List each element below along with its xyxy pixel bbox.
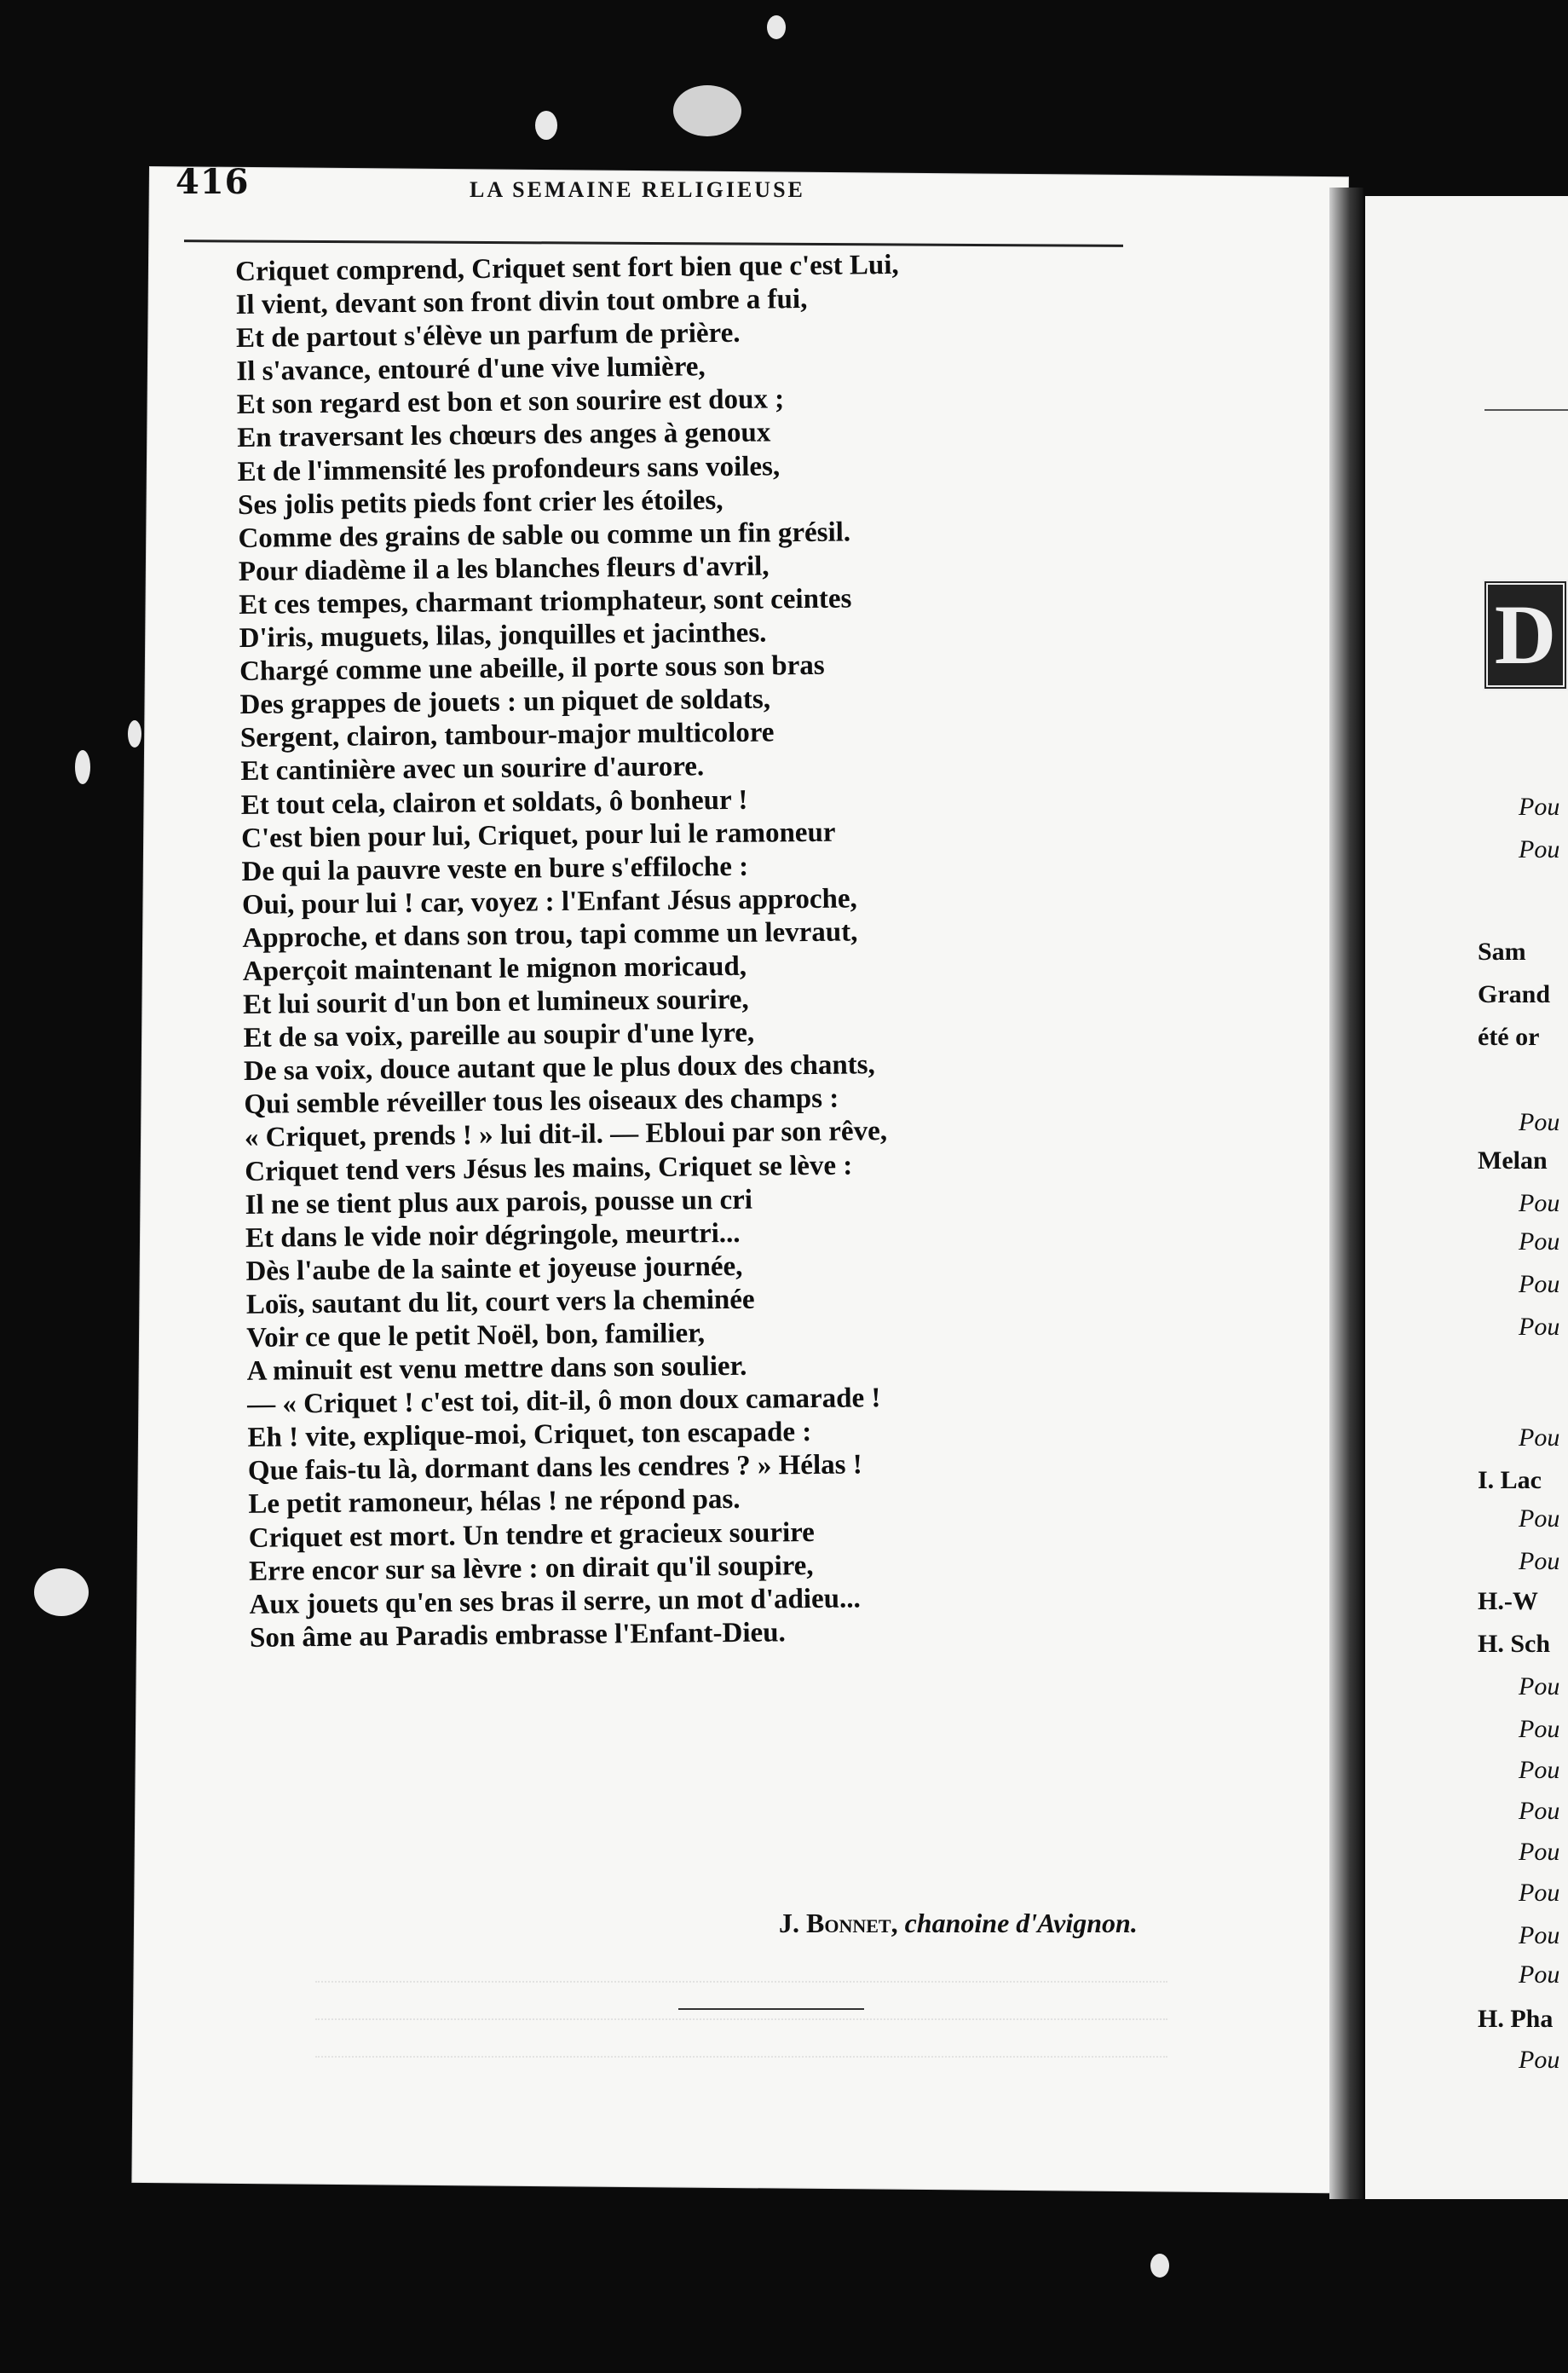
page-number: 416	[176, 162, 250, 202]
right-page-fragment: H. Sch	[1478, 1630, 1551, 1658]
right-page-fragment: Pou	[1519, 1879, 1560, 1907]
poem-line: Il ne se tient plus aux parois, pousse un cri	[245, 1184, 753, 1221]
right-page-fragment: Pou	[1519, 1921, 1560, 1949]
poem-line: Voir ce que le petit Noël, bon, familier,	[246, 1318, 706, 1354]
right-page-fragment: Pou	[1519, 1423, 1560, 1452]
right-page-fragment: Melan	[1478, 1146, 1548, 1175]
poem-line: Il vient, devant son front divin tout ombre a fui,	[235, 284, 808, 321]
poem-line: Criquet comprend, Criquet sent fort bien que c'est Lui,	[235, 249, 899, 287]
right-page-fragment: Pou	[1519, 1108, 1560, 1136]
signature	[779, 1908, 1138, 1939]
dropcap: D	[1483, 580, 1568, 690]
right-page-fragment: H.-W	[1478, 1587, 1538, 1615]
poem-line: Sergent, clairon, tambour-major multicolore	[239, 717, 775, 754]
dust-speck	[673, 85, 741, 136]
signature-author: J. Bonnet,	[779, 1908, 898, 1938]
right-page-fragment: Pou	[1519, 835, 1560, 863]
poem-line: Approche, et dans son trou, tapi comme un levraut,	[242, 916, 858, 954]
poem-line: Qui semble réveiller tous les oiseaux des champs :	[244, 1083, 839, 1121]
poem-line: En traversant les chœurs des anges à genoux	[237, 417, 771, 454]
poem-line: Chargé comme une abeille, il porte sous son bras	[239, 650, 825, 688]
poem-line: A minuit est venu mettre dans son soulier.	[246, 1350, 747, 1388]
poem-line: Que fais-tu là, dormant dans les cendres ? » Hélas !	[247, 1449, 862, 1487]
running-title: LA SEMAINE RELIGIEUSE	[470, 177, 805, 202]
signature-title: chanoine d'Avignon.	[904, 1908, 1138, 1938]
poem-line: Et de partout s'élève un parfum de prière.	[235, 317, 741, 355]
poem-line: D'iris, muguets, lilas, jonquilles et jacinthes.	[239, 617, 767, 655]
right-page-fragment: Pou	[1519, 1270, 1560, 1298]
dust-speck	[128, 720, 141, 748]
right-page-text	[1478, 0, 1568, 2373]
poem-line: C'est bien pour lui, Criquet, pour lui le ramoneur	[240, 817, 836, 854]
poem-line: Erre encor sur sa lèvre : on dirait qu'il soupire,	[248, 1550, 814, 1587]
dust-speck	[1150, 2254, 1169, 2278]
poem-line: Criquet tend vers Jésus les mains, Criquet se lève :	[245, 1150, 853, 1187]
right-page-fragment: Pou	[1519, 1504, 1560, 1533]
poem-line: Aux jouets qu'en ses bras il serre, un mot d'adieu...	[249, 1583, 861, 1620]
right-page-fragment: Pou	[1519, 1960, 1560, 1989]
right-page-fragment: Pou	[1519, 1838, 1560, 1866]
poem-line: Ses jolis petits pieds font crier les étoiles,	[237, 484, 723, 521]
poem-line: Comme des grains de sable ou comme un fin grésil.	[238, 517, 851, 554]
right-page-fragment: Pou	[1519, 2046, 1560, 2074]
poem-line: Son âme au Paradis embrasse l'Enfant-Dieu.	[249, 1617, 786, 1654]
right-page-fragment: Pou	[1519, 1756, 1560, 1784]
poem-line: De sa voix, douce autant que le plus doux des chants,	[243, 1049, 875, 1088]
poem-line: Eh ! vite, explique-moi, Criquet, ton escapade :	[247, 1417, 812, 1454]
right-page-fragment: Pou	[1519, 1189, 1560, 1217]
poem-line: Et de sa voix, pareille au soupir d'une lyre,	[243, 1017, 755, 1054]
dust-speck	[767, 15, 786, 39]
poem-line: « Criquet, prends ! » lui dit-il. — Ebloui par son rêve,	[244, 1116, 888, 1154]
page-header	[176, 162, 1126, 213]
poem-line: Et de l'immensité les profondeurs sans voiles,	[237, 450, 781, 488]
right-page-fragment: Pou	[1519, 1547, 1560, 1575]
right-page-fragment: Pou	[1519, 1313, 1560, 1341]
poem-line: Et dans le vide noir dégringole, meurtri...	[245, 1217, 741, 1254]
poem-line: Aperçoit maintenant le mignon moricaud,	[242, 950, 747, 987]
poem-line: Criquet est mort. Un tendre et gracieux sourire	[248, 1516, 816, 1554]
right-page-fragment: été or	[1478, 1023, 1540, 1051]
poem-line: Des grappes de jouets : un piquet de soldats,	[239, 684, 771, 721]
poem-line: Et tout cela, clairon et soldats, ô bonheur !	[240, 784, 748, 821]
right-page-fragment: Pou	[1519, 1797, 1560, 1825]
right-page-fragment: Pou	[1519, 793, 1560, 821]
poem-line: Le petit ramoneur, hélas ! ne répond pas.	[248, 1484, 741, 1521]
poem-body	[235, 245, 1187, 1654]
bleed-through	[315, 1952, 1167, 2097]
poem-line: Et cantinière avec un sourire d'aurore.	[240, 751, 705, 788]
right-page-fragment: Pou	[1519, 1715, 1560, 1743]
right-page-fragment: Grand	[1478, 980, 1551, 1008]
poem-line: Il s'avance, entouré d'une vive lumière,	[236, 351, 706, 388]
poem-line: De qui la pauvre veste en bure s'effiloche :	[241, 851, 749, 887]
right-page-fragment: Pou	[1519, 1227, 1560, 1256]
dust-speck	[34, 1568, 89, 1616]
poem-line: Dès l'aube de la sainte et joyeuse journée,	[245, 1250, 743, 1287]
poem-line: Et lui sourit d'un bon et lumineux sourire,	[243, 984, 749, 1021]
poem-line: Pour diadème il a les blanches fleurs d'avril,	[238, 551, 770, 587]
poem-line: Oui, pour lui ! car, voyez : l'Enfant Jésus approche,	[241, 883, 857, 921]
poem-line: — « Criquet ! c'est toi, dit-il, ô mon doux camarade !	[246, 1383, 881, 1421]
right-page-fragment: I. Lac	[1478, 1466, 1542, 1494]
right-page-fragment: Sam	[1478, 938, 1526, 966]
book-gutter	[1329, 188, 1363, 2199]
poem-line: Loïs, sautant du lit, court vers la cheminée	[245, 1284, 755, 1320]
dust-speck	[75, 750, 90, 784]
poem-line: Et ces tempes, charmant triomphateur, sont ceintes	[239, 583, 852, 621]
dust-speck	[535, 111, 557, 140]
right-page-fragment: Pou	[1519, 1672, 1560, 1700]
right-page-fragment: H. Pha	[1478, 2005, 1554, 2033]
poem-line: Et son regard est bon et son sourire est doux ;	[236, 384, 785, 421]
